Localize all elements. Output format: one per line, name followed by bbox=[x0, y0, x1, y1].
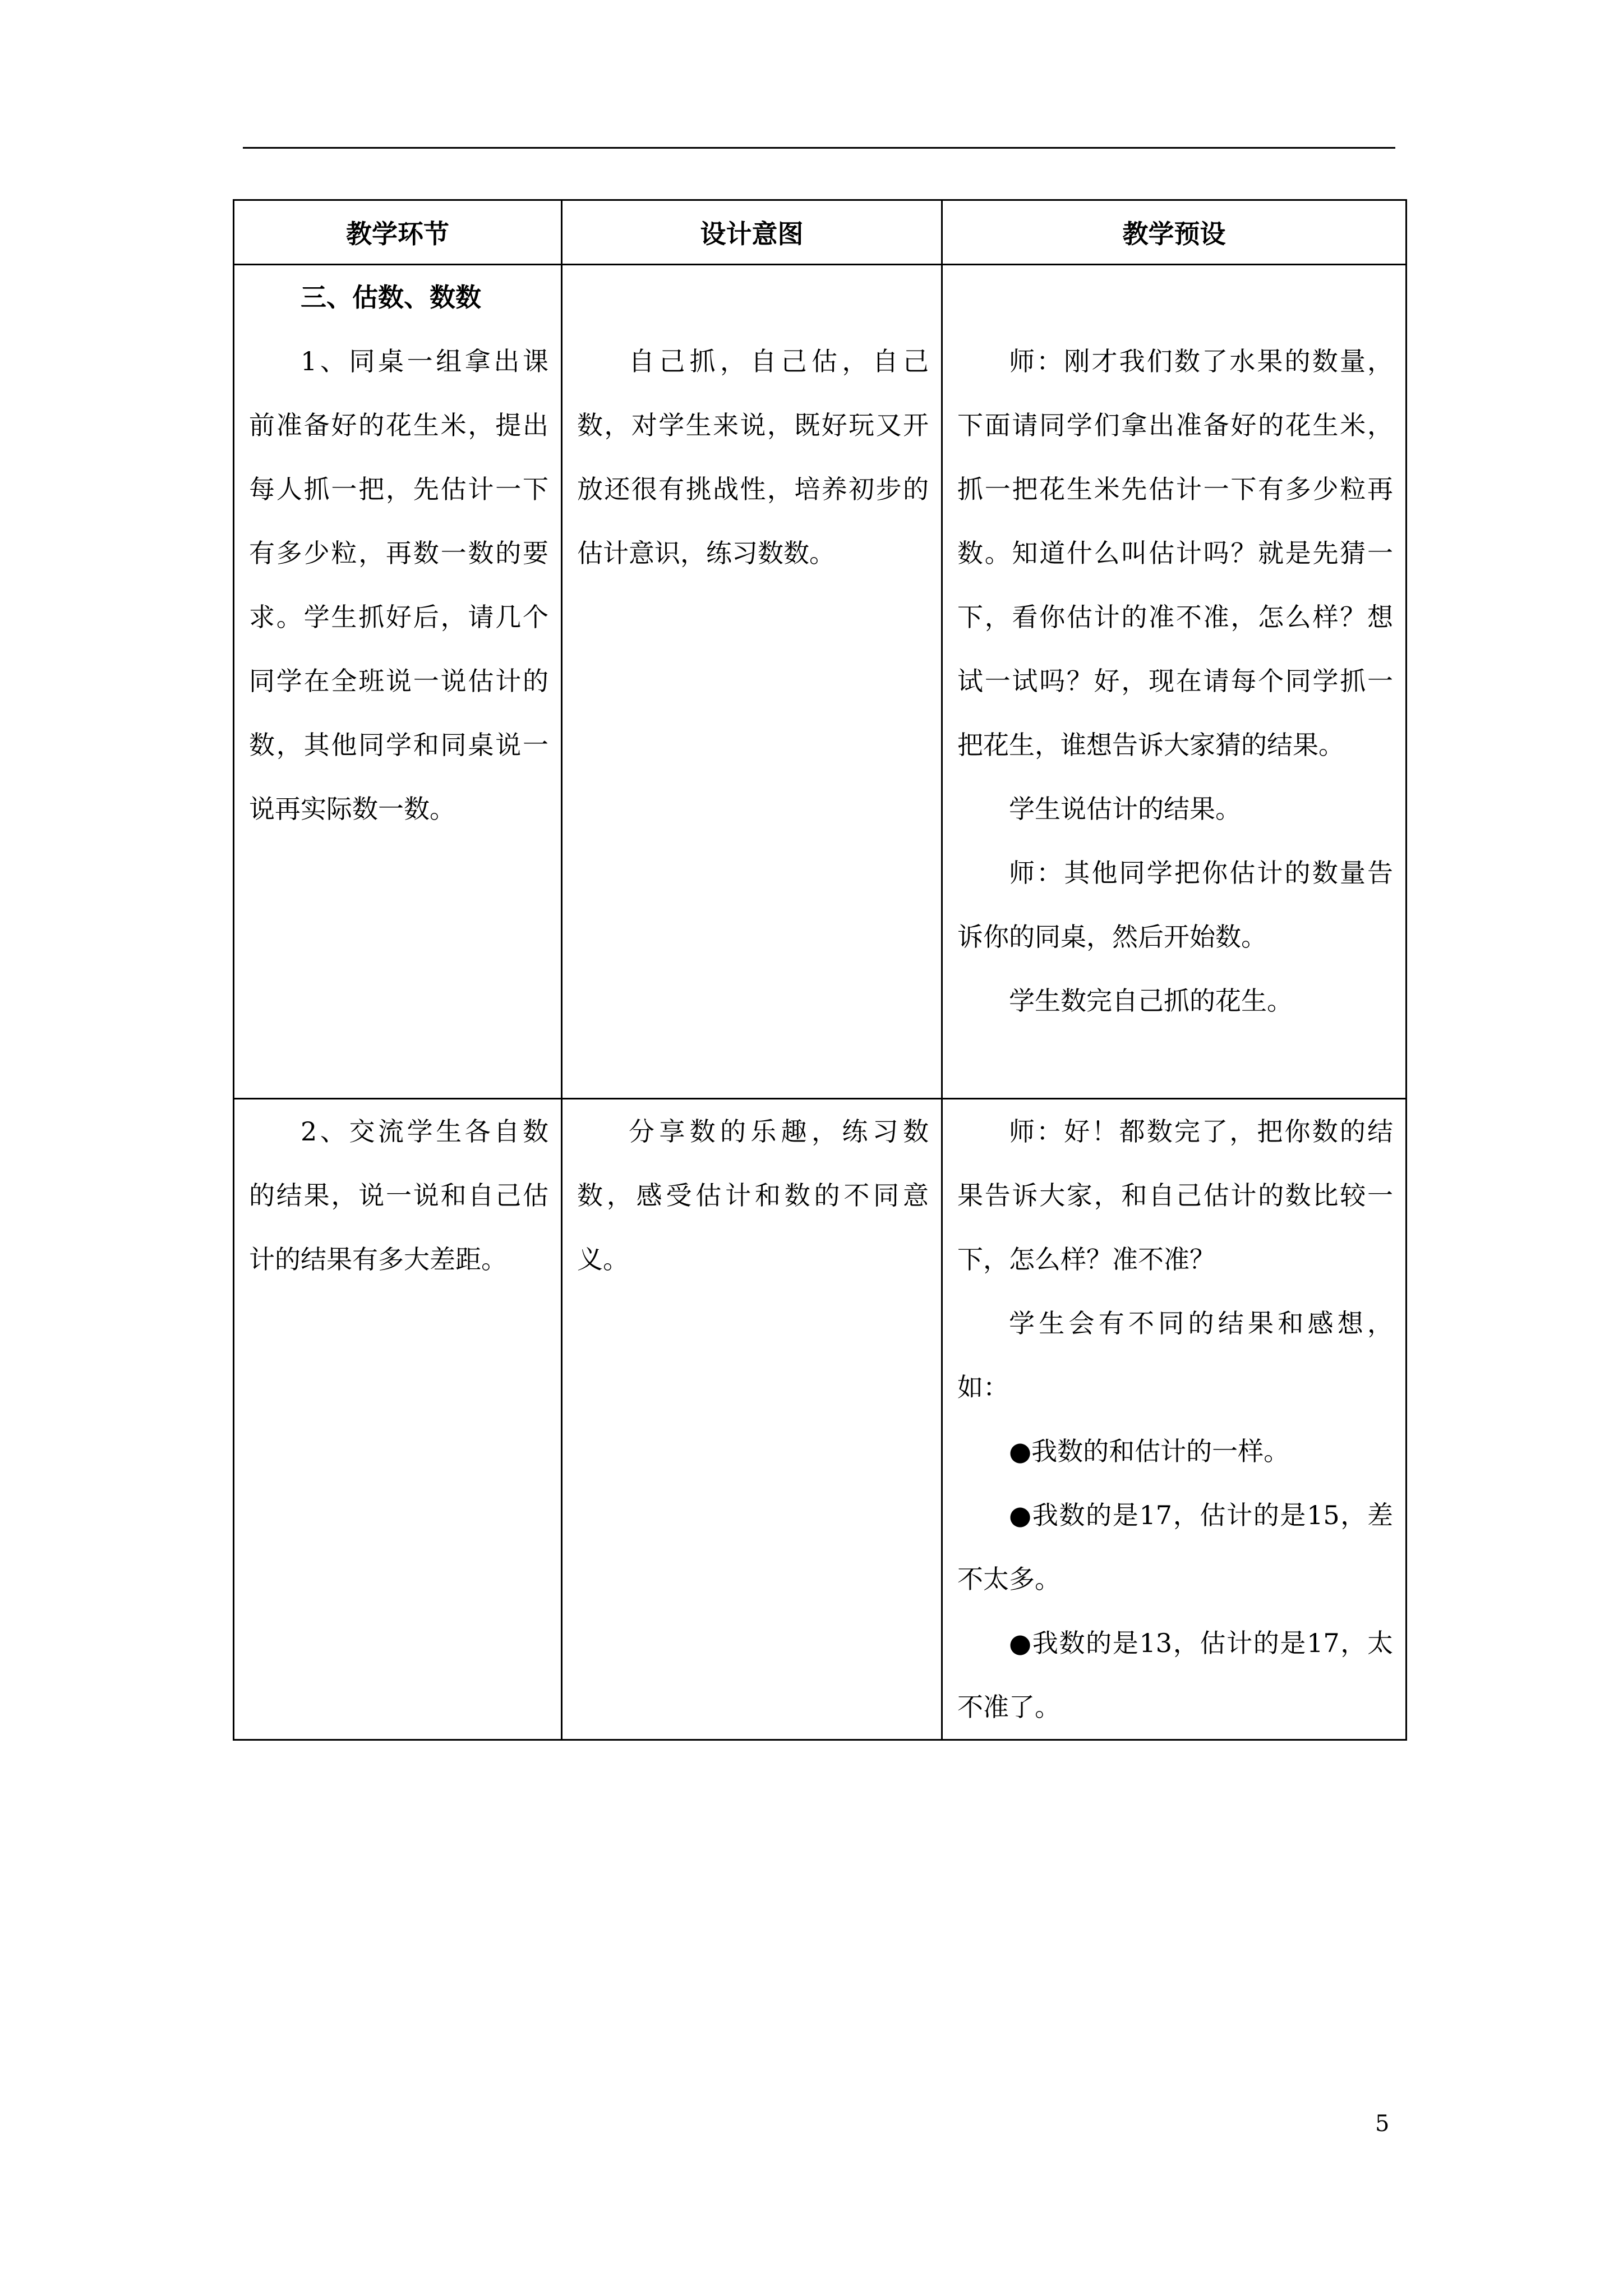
plan-cell bbox=[942, 1099, 1407, 1740]
table-row bbox=[234, 265, 1407, 1099]
intent-paragraph: 自己抓，自己估，自己数，对学生来说，既好玩又开放还很有挑战性，培养初步的估计意识，练习数数。 bbox=[577, 346, 929, 568]
lesson-plan-table bbox=[233, 199, 1407, 1741]
stage-cell bbox=[234, 1099, 562, 1740]
plan-paragraph: 师：刚才我们数了水果的数量，下面请同学们拿出准备好的花生米，抓一把花生米先估计一下有多少粒再数。知道什么叫估计吗？就是先猜一下，看你估计的准不准，怎么样？想试一试吗？好，现在请每个同学抓一把花生，谁想告诉大家猜的结果。 bbox=[957, 346, 1393, 760]
section-title: 三、估数、数数 bbox=[301, 282, 481, 312]
stage-paragraph: 1、同桌一组拿出课前准备好的花生米，提出每人抓一把，先估计一下有多少粒，再数一数的要求。学生抓好后，请几个同学在全班说一说估计的数，其他同学和同桌说一说再实际数一数。 bbox=[249, 346, 548, 824]
plan-cell bbox=[942, 265, 1407, 1099]
page-number: 5 bbox=[1375, 2111, 1390, 2137]
header-plan: 教学预设 bbox=[942, 200, 1407, 265]
intent-cell bbox=[562, 1099, 942, 1740]
intent-paragraph: 分享数的乐趣，练习数数，感受估计和数的不同意义。 bbox=[577, 1116, 929, 1274]
header-intent: 设计意图 bbox=[562, 200, 942, 265]
table-row bbox=[234, 1099, 1407, 1740]
plan-paragraph: 学生说估计的结果。 bbox=[1009, 794, 1241, 824]
intent-cell bbox=[562, 265, 942, 1099]
plan-paragraph: 学生数完自己抓的花生。 bbox=[1009, 986, 1293, 1016]
plan-paragraph: 师：好！都数完了，把你数的结果告诉大家，和自己估计的数比较一下，怎么样？准不准？ bbox=[957, 1116, 1393, 1274]
header-rule bbox=[243, 147, 1395, 149]
plan-bullet: ●我数的和估计的一样。 bbox=[1009, 1436, 1290, 1466]
header-stage: 教学环节 bbox=[234, 200, 562, 265]
stage-paragraph: 2、交流学生各自数的结果，说一说和自己估计的结果有多大差距。 bbox=[249, 1116, 548, 1274]
plan-paragraph: 师：其他同学把你估计的数量告诉你的同桌，然后开始数。 bbox=[957, 858, 1393, 952]
plan-bullet: ●我数的是13，估计的是17，太不准了。 bbox=[957, 1628, 1393, 1722]
plan-bullet: ●我数的是17，估计的是15，差不太多。 bbox=[957, 1500, 1393, 1594]
plan-paragraph: 学生会有不同的结果和感想，如： bbox=[957, 1308, 1393, 1402]
table-header-row bbox=[234, 200, 1407, 265]
stage-cell bbox=[234, 265, 562, 1099]
